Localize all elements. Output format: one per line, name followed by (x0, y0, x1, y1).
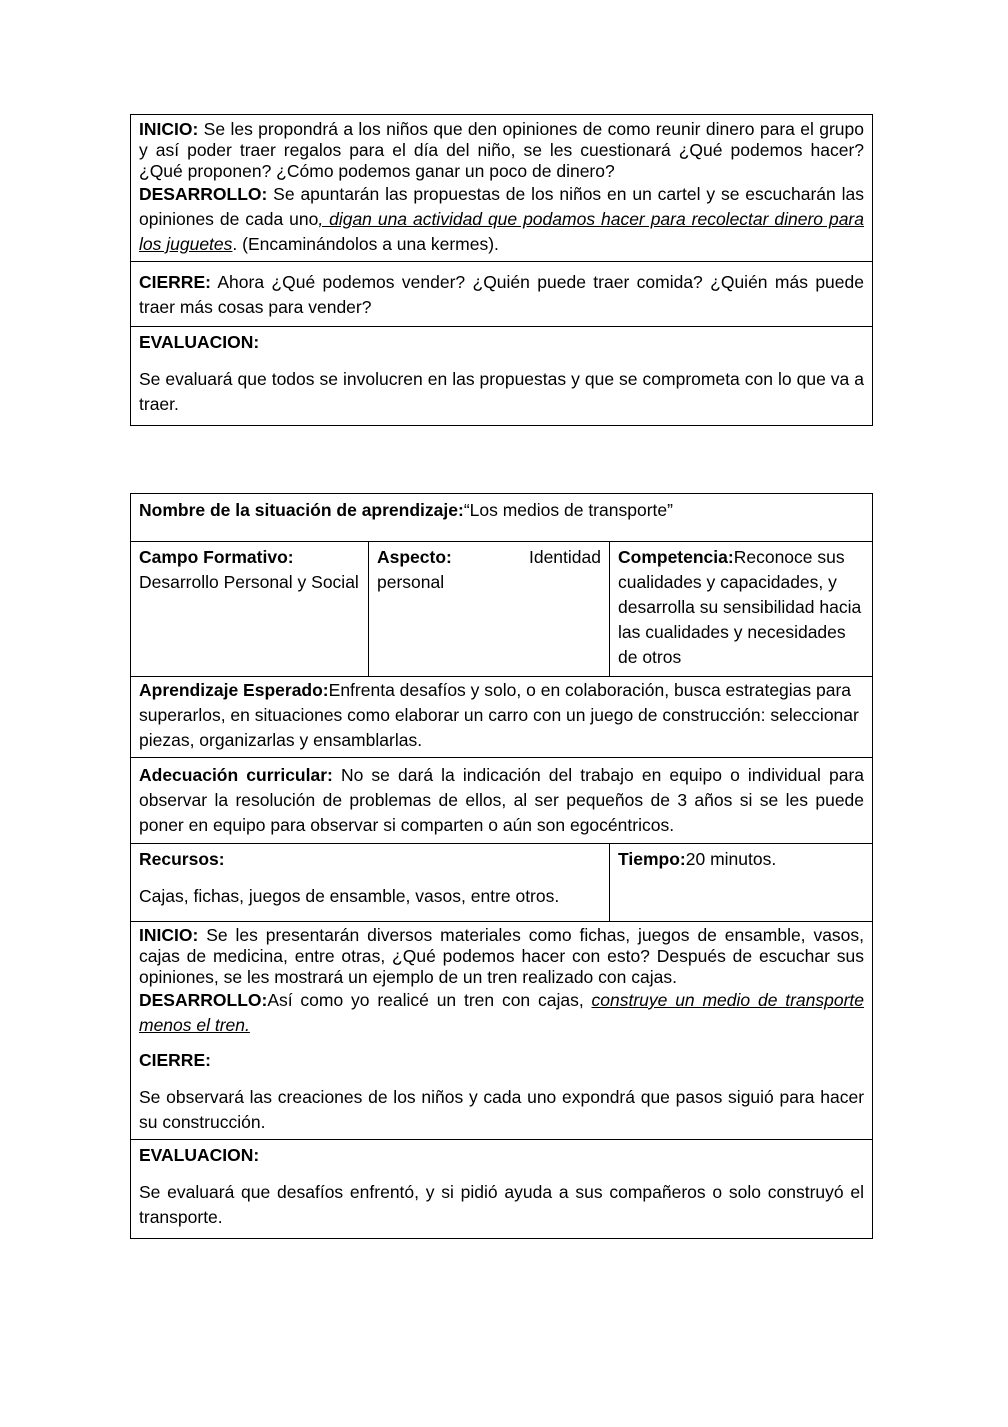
row-evaluacion-2 (131, 1140, 873, 1239)
row-adecuacion (131, 758, 873, 844)
row-inicio-desarrollo-2 (131, 922, 873, 1140)
cierre-label: CIERRE: (139, 272, 211, 292)
recursos-value: Cajas, fichas, juegos de ensamble, vasos, entre otros. (139, 886, 560, 906)
aprendizaje-value: Enfrenta desafíos y solo, o en colaboración, busca estrategias para superarlos, en situaciones como elaborar un carro con un juego de construcción: seleccionar piezas, organizarlas y ensamblarlas. (139, 680, 859, 750)
competencia-value: Reconoce sus cualidades y capacidades, y desarrolla su sensibilidad hacia las cualidades y necesidades de otros (618, 547, 862, 667)
row-evaluacion (131, 327, 873, 426)
desarrollo-paragraph (139, 182, 864, 257)
cierre2-label-line (139, 1048, 864, 1073)
cierre2-label: CIERRE: (139, 1050, 211, 1070)
cierre-text: Ahora ¿Qué podemos vender? ¿Quién puede traer comida? ¿Quién más puede traer más cosas para vender? (139, 272, 864, 317)
row-recursos-tiempo (131, 844, 873, 922)
recursos-label: Recursos: (139, 849, 225, 869)
desarrollo-label: DESARROLLO: (139, 184, 268, 204)
aspecto-value-a: Identidad (528, 547, 601, 567)
nombre-label: Nombre de la situación de aprendizaje: (139, 500, 464, 520)
desarrollo-tail: . (Encaminándolos a una kermes). (232, 234, 499, 254)
desarrollo2-paragraph (139, 988, 864, 1038)
inicio-paragraph (139, 119, 864, 182)
nombre-value: “Los medios de transporte” (463, 500, 673, 520)
cell-cierre (131, 262, 873, 327)
desarrollo2-text: Así como yo realicé un tren con cajas, (267, 990, 592, 1010)
row-aprendizaje (131, 677, 873, 758)
tiempo-value: 20 minutos. (685, 849, 777, 869)
campo-value: Desarrollo Personal y Social (139, 572, 359, 592)
desarrollo2-emphasis: construye un medio de transporte menos el tren. (139, 990, 865, 1035)
cell-competencia (610, 542, 873, 677)
competencia-label: Competencia: (618, 547, 734, 567)
cierre2-text: Se observará las creaciones de los niños y cada uno expondrá que pasos siguió para hacer su construcción. (139, 1087, 865, 1132)
row-inicio-desarrollo (131, 115, 873, 262)
inicio2-label: INICIO: (139, 925, 199, 945)
cell-campo (131, 542, 369, 677)
tiempo-label: Tiempo: (618, 849, 686, 869)
inicio-label: INICIO: (139, 119, 199, 139)
aspecto-label: Aspecto: (377, 547, 452, 567)
planning-table-transporte (130, 493, 873, 1239)
cell-aprendizaje (131, 677, 873, 758)
cell-aspecto (369, 542, 610, 677)
cell-inicio-desarrollo (131, 115, 873, 262)
evaluacion2-text: Se evaluará que desafíos enfrentó, y si pidió ayuda a sus compañeros o solo construyó el transporte. (139, 1182, 865, 1227)
inicio-text: Se les propondrá a los niños que den opiniones de como reunir dinero para el grupo y así poder traer regalos para el día del niño, se les cuestionará ¿Qué podemos hacer? ¿Qué proponen? ¿Cómo podemos ganar un poco de dinero? (139, 119, 864, 181)
cell-recursos (131, 844, 610, 922)
cell-adecuacion (131, 758, 873, 844)
inicio2-text: Se les presentarán diversos materiales como fichas, juegos de ensamble, vasos, cajas de medicina, entre otras, ¿Qué podemos hacer con esto? Después de escuchar sus opiniones, se les mostrará un ejemplo de un tren realizado con cajas. (139, 925, 865, 987)
aprendizaje-label: Aprendizaje Esperado: (139, 680, 329, 700)
desarrollo-text: Se apuntarán las propuestas de los niños en un cartel y se escucharán las opiniones de cada uno (139, 184, 864, 229)
adecuacion-value: No se dará la indicación del trabajo en equipo o individual para observar la resolución de problemas de ellos, al ser pequeños de 3 años si se les puede poner en equipo para observar si comparten o aún son egocéntricos. (139, 765, 865, 835)
row-cierre (131, 262, 873, 327)
cell-evaluacion-2 (131, 1140, 873, 1239)
evaluacion-text: Se evaluará que todos se involucren en las propuestas y que se comprometa con lo que va a traer. (139, 369, 864, 414)
evaluacion2-label: EVALUACION: (139, 1145, 260, 1165)
cell-inicio-desarrollo-2 (131, 922, 873, 1140)
cell-tiempo (610, 844, 873, 922)
row-nombre (131, 494, 873, 542)
cell-nombre (131, 494, 873, 542)
campo-label: Campo Formativo: (139, 547, 294, 567)
planning-table-kermes (130, 114, 873, 426)
evaluacion-label-line (139, 330, 864, 355)
evaluacion2-label-line (139, 1143, 864, 1168)
cierre-paragraph (139, 270, 864, 320)
adecuacion-label: Adecuación curricular: (139, 765, 333, 785)
row-campo-aspecto-competencia (131, 542, 873, 677)
aspecto-header (377, 545, 601, 570)
desarrollo-emphasis: , digan una actividad que podamos hacer para recolectar dinero para los juguetes (139, 209, 864, 254)
desarrollo2-label: DESARROLLO: (139, 990, 268, 1010)
inicio2-paragraph (139, 925, 864, 988)
cell-evaluacion (131, 327, 873, 426)
aspecto-value-b: personal (377, 572, 445, 592)
evaluacion-label: EVALUACION: (139, 332, 260, 352)
